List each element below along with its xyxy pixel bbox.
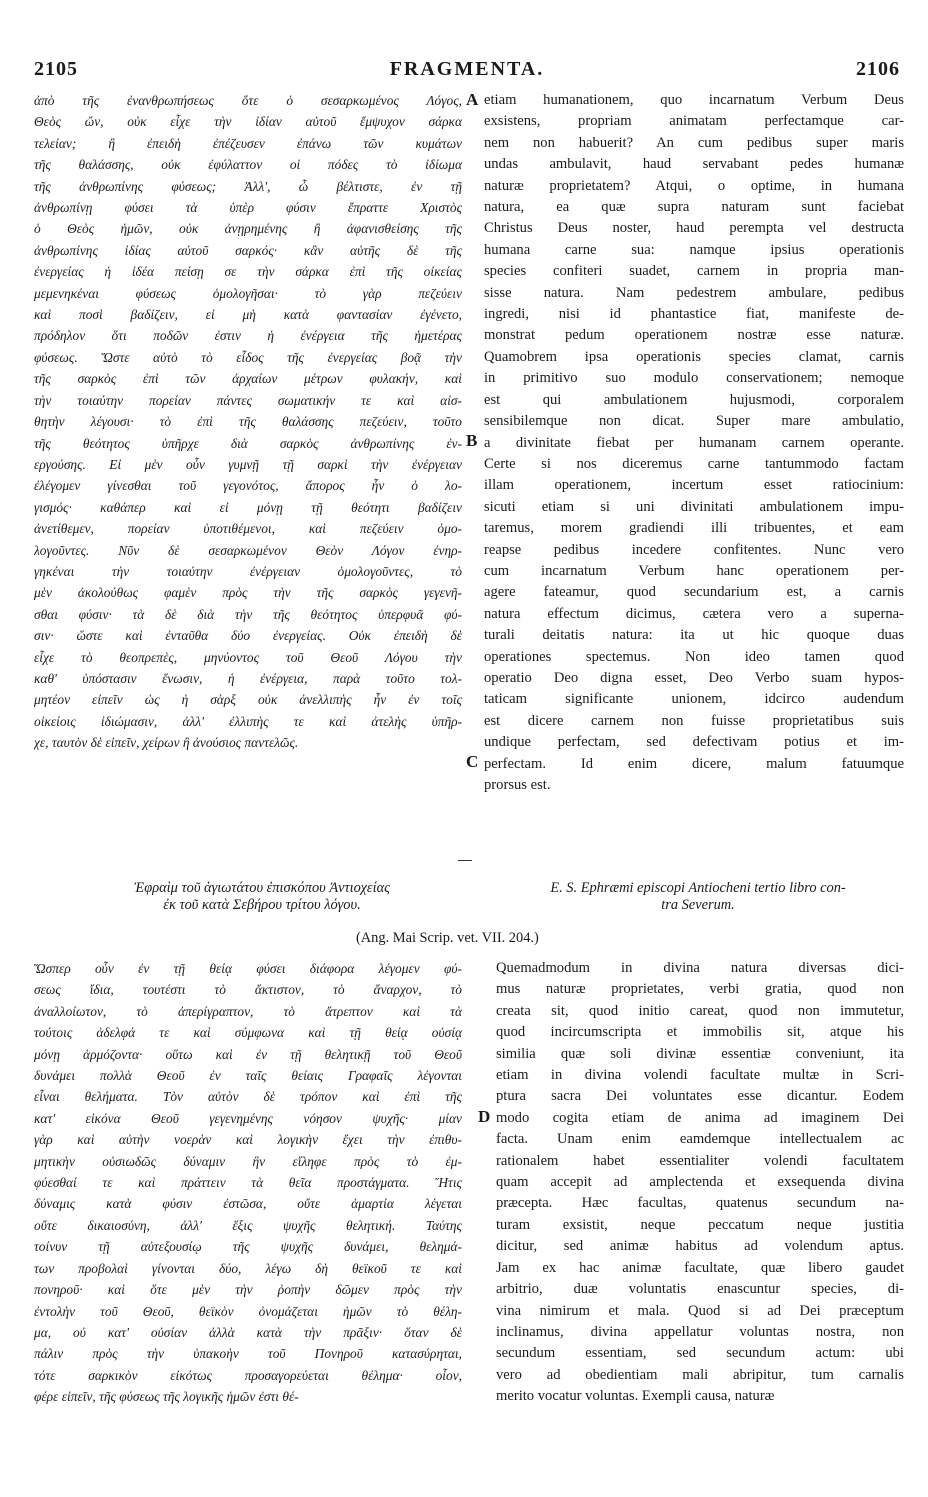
- text-line: Θεὸς ὤν, οὐκ εἶχε τὴν ἰδίαν αὐτοῦ ἔμψυχον σάρκα: [34, 114, 462, 130]
- text-line: similia quæ soli divinæ essentiæ conveniunt, ita: [496, 1045, 904, 1062]
- text-line: τῆς σαρκὸς ἐπὶ τῶν ἀρχαίων μέτρων φυλακήν, καὶ: [34, 371, 462, 387]
- text-line: θητὴν λέγουσι· τὸ ἐπὶ τῆς θαλάσσης πεζεύειν, τοῦτο: [34, 414, 462, 430]
- text-line: μὲν ἀκολούθως φαμὲν πρὸς τὴν τῆς σαρκὸς γεγενῆ-: [34, 585, 462, 601]
- text-line: taticam significante unionem, idcirco audendum: [484, 691, 904, 708]
- text-line: χε, ταυτὸν δὲ εἰπεῖν, χείρων ἢ ἀνούσιος παντελῶς.: [34, 735, 299, 751]
- text-line: δύναμις κατὰ φύσιν ἐστῶσα, οὔτε ἁμαρτία λέγεται: [34, 1196, 462, 1212]
- text-line: sensibilemque non dicat. Super mare ambulatio,: [484, 413, 904, 430]
- greek-heading-line: Ἐφραὶμ τοῦ ἁγιωτάτου ἐπισκόπου Ἀντιοχείας: [134, 880, 390, 896]
- text-line: agere fateamur, quod secundarium est, a carnis: [484, 584, 904, 601]
- text-line: ὁ Θεὸς ἡμῶν, οὐκ ἀνῃρημένης ἢ ἀφανισθείσης τῆς: [34, 221, 462, 237]
- text-line: γισμός· καθάπερ καὶ εἰ μόνῃ τῇ θεότητι βαδίζειν: [34, 499, 462, 515]
- text-line: οὔτε δικαιοσύνη, ἀλλ' ἕξις ψυχῆς θελητική. Ταύτης: [34, 1217, 462, 1233]
- text-line: τούτοις ἀδελφά τε καὶ σύμφωνα καὶ τῇ θείᾳ οὐσίᾳ: [34, 1025, 462, 1041]
- latin-heading-line: E. S. Ephræmi episcopi Antiocheni tertio libro con-: [550, 880, 846, 896]
- text-line: natura effectum dicimus, cætera vero a superna-: [484, 605, 904, 622]
- page-header: [34, 58, 900, 82]
- text-line: τελείαν; ἢ ἐπειδὴ ἐπέζευσεν ἐπάνω τῶν κυμάτων: [34, 135, 462, 151]
- latin-column-2: [496, 958, 904, 1408]
- section-divider: [458, 860, 472, 861]
- running-title: FRAGMENTA.: [389, 58, 545, 80]
- text-line: quam accepit ad amplectenda et exsequenda divina: [496, 1174, 904, 1191]
- text-line: ἀνετίθεμεν, πορείαν ὑποτιθέμενοι, καὶ πεζεύειν ὁμο-: [34, 521, 462, 537]
- text-line: πάλιν πρὸς τὴν ὑπακοὴν τοῦ Πονηροῦ κατασύρηται,: [34, 1346, 462, 1362]
- text-line: species confiteri suadet, carnem in propria man-: [484, 263, 904, 280]
- text-line: γὰρ καὶ αὐτὴν νοερὰν καὶ λογικὴν ἔχει τὴν ἐπιθυ-: [34, 1132, 462, 1148]
- text-line: rationalem habet essentialiter volendi facultatem: [496, 1152, 904, 1169]
- text-line: καθ' ὑπόστασιν ἕνωσιν, ἡ ἐνέργεια, παρὰ τοῦτο τολ-: [34, 670, 462, 686]
- text-line: πονηροῦ· καὶ ὅτε μὲν τὴν ῥοπὴν δῶμεν πρὸς τὴν: [34, 1282, 462, 1298]
- text-line: etiam humanationem, quo incarnatum Verbum Deus: [484, 92, 904, 108]
- text-line: Quemadmodum in divina natura diversas dici-: [496, 960, 904, 976]
- text-line: Quamobrem ipsa operationis species clamat, carnis: [484, 348, 904, 365]
- text-line: λογοῦντες. Νῦν δὲ σεσαρκωμένον Θεὸν Λόγον ἐνηρ-: [34, 542, 462, 558]
- text-line: facta. Unam enim eamdemque intellectualem ac: [496, 1131, 904, 1148]
- text-line: εἶναι θελήματα. Τὸν αὐτὸν δὲ τρόπον καὶ ἐπὶ τῆς: [34, 1089, 462, 1105]
- text-line: etiam in divina volendi facultate multæ in Scri-: [496, 1067, 904, 1084]
- text-line: ἐνεργείας ἡ ἰδέα πείσῃ σε τὴν σάρκα ἐπὶ τῆς οἰκείας: [34, 264, 462, 280]
- text-line: modo cogita etiam de anima ad imaginem Dei: [496, 1109, 904, 1126]
- text-line: monstrat pedum operationem nostræ esse naturæ.: [484, 327, 904, 344]
- text-line: σεως ἴδια, τουτέστι τὸ ἄκτιστον, τὸ ἄναρχον, τὸ: [34, 982, 462, 998]
- text-line: Christus Deus noster, haud perempta vel destructa: [484, 220, 904, 237]
- text-line: οἰκείοις ἰδιώμασιν, ἀλλ' ἐλλιπὴς τε καὶ ἀτελὴς ὑπῆρ-: [34, 713, 462, 729]
- text-line: vero ad obedientiam mali abripitur, tum carnalis: [496, 1366, 904, 1383]
- text-line: τῆς θαλάσσης, οὐκ ἐφύλαττον οἱ πόδες τὸ ἰδίωμα: [34, 157, 462, 173]
- text-line: ἀνθρωπίνῃ φύσει τὰ ὑπὲρ φύσιν ἔπραττε Χριστὸς: [34, 200, 462, 216]
- text-line: mus naturæ proprietates, verbi gratia, quod non: [496, 981, 904, 998]
- text-line: εἶχε τὸ θεοπρεπὲς, μηνύοντος τοῦ Θεοῦ Λόγου τὴν: [34, 649, 462, 665]
- text-line: τῆς ἀνθρωπίνης φύσεως; Ἀλλ', ὦ βέλτιστε, ἐν τῇ: [34, 178, 462, 194]
- text-line: ἀναλλοίωτον, τὸ ἀπερίγραπτον, τὸ ἄτρεπτον καὶ τὰ: [34, 1003, 462, 1019]
- latin-section-heading: [488, 880, 908, 914]
- latin-column-1: [484, 90, 904, 796]
- text-line: εργούσης. Εἰ μὲν οὖν γυμνῇ τῇ σαρκὶ τὴν ἐνέργειαν: [34, 456, 462, 472]
- text-line: cum incarnatum Verbum hanc operationem per-: [484, 562, 904, 579]
- greek-column-1: [34, 90, 462, 754]
- text-line: πρόδηλον ὅτι ποδῶν ἐστιν ἡ ἐνέργεια τῆς ἡμετέρας: [34, 328, 462, 344]
- text-line: ἀπὸ τῆς ἐνανθρωπήσεως ὅτε ὁ σεσαρκωμένος Λόγος,: [34, 93, 462, 108]
- page-number-left: 2105: [34, 58, 78, 80]
- text-line: nem non habuerit? An cum pedibus super maris: [484, 134, 904, 151]
- text-line: φύεσθαί τε καὶ πράττειν τὰ θεῖα προστάγματα. Ἥτις: [34, 1175, 462, 1191]
- text-line: inclinamus, divina appellatur voluntas nostra, non: [496, 1323, 904, 1340]
- text-line: creata sit, quod initio careat, quod non immutetur,: [496, 1002, 904, 1019]
- text-line: exsistens, propriam animatam perfectamque car-: [484, 113, 904, 130]
- text-line: prorsus est.: [484, 777, 551, 793]
- greek-section-heading: [60, 880, 464, 914]
- text-line: μητέον εἰπεῖν ὡς ἡ σὰρξ οὐκ ἀνελλιπὴς ἦν ἐν τοῖς: [34, 692, 462, 708]
- text-line: vina nimirum et mala. Quod si ad Dei præceptum: [496, 1302, 904, 1319]
- text-line: μεμενηκέναι φύσεως ὁμολογῆσαι· τὸ γὰρ πεζεύειν: [34, 285, 462, 301]
- margin-marker-b: B: [466, 431, 478, 450]
- text-line: Jam ex hac animæ facultate, quæ libero gaudet: [496, 1259, 904, 1276]
- text-line: undique perfectam, sed defectivam potius et im-: [484, 734, 904, 751]
- text-line: μητικὴν οὐσιωδῶς δύναμιν ἣν εἴληφε πρὸς τὸ ἐμ-: [34, 1153, 462, 1169]
- text-line: sicuti etiam si uni divinitati ambulationem impu-: [484, 498, 904, 515]
- text-line: σιν· ὥστε καὶ ἐνταῦθα δύο ἐνεργείας. Οὐκ ἐπειδὴ δὲ: [34, 628, 462, 644]
- text-line: perfectam. Id enim dicere, malum fatuumque: [484, 755, 904, 772]
- text-line: τότε σαρκικὸν εἰκότως προσαγορεύεται θέλημα· οἷον,: [34, 1367, 462, 1383]
- text-line: reapse pedibus incedere confitentes. Nunc vero: [484, 541, 904, 558]
- text-line: humana carne sua: namque ipsius operationis: [484, 241, 904, 258]
- text-line: operationes spectemus. Non ideo tamen quod: [484, 648, 904, 665]
- text-line: arbitrio, duæ voluntatis enascuntur species, di-: [496, 1281, 904, 1298]
- text-line: sisse natura. Nam pedestrem ambulare, pedibus: [484, 284, 904, 301]
- text-line: των προβολαὶ γίνονται δύο, λέγω δὴ θεϊκοῦ τε καὶ: [34, 1260, 462, 1276]
- text-line: dicitur, sed animæ habitus ad volendum aptus.: [496, 1238, 904, 1255]
- text-line: taremus, morem gradiendi illi tribuentes, et eam: [484, 520, 904, 537]
- text-line: τοίνυν τῇ αὐτεξουσίῳ τῆς ψυχῆς δυνάμει, θελημά-: [34, 1239, 462, 1255]
- text-line: quod incircumscripta et immobilis sit, atque his: [496, 1024, 904, 1041]
- text-line: ingredi, nisi id phantastice fiat, manifeste de-: [484, 306, 904, 323]
- text-line: καὶ ποσὶ βαδίζειν, εἰ μὴ κατὰ φαντασίαν ἐγένετο,: [34, 307, 462, 323]
- margin-marker-d: D: [478, 1107, 491, 1126]
- text-line: ἀνθρωπίνης ἰδίας αὐτοῦ σαρκός· κἂν αὐτῆς δὲ τῆς: [34, 242, 462, 258]
- page-number-right: 2106: [856, 58, 900, 80]
- text-line: est dicere carnem non fuisse proprietatibus suis: [484, 712, 904, 729]
- text-line: ἐλέγομεν γίνεσθαι τοῦ γεγονότος, ἄπορος ἦν ὁ λο-: [34, 478, 462, 494]
- text-line: μόνῃ ἁρμόζοντα· οὕτω καὶ ἐν τῇ θελητικῇ τοῦ Θεοῦ: [34, 1046, 462, 1062]
- text-line: merito vocatur voluntas. Exempli causa, naturæ: [496, 1388, 775, 1405]
- text-line: δυνάμει πολλὰ Θεοῦ ἐν ταῖς θείαις Γραφαῖς λέγονται: [34, 1068, 462, 1084]
- text-line: in primitivo suo modulo conservationem; nemoque: [484, 370, 904, 387]
- text-line: φύσεως. Ὥστε αὐτὸ τὸ εἶδος τῆς ἐνεργείας βοᾷ τὴν: [34, 349, 462, 365]
- text-line: τῆς θεότητος ὑπῆρχε διὰ σαρκὸς ἀνθρωπίνης ἐν-: [34, 435, 462, 451]
- text-line: turam exsistit, neque peccatum neque justitia: [496, 1216, 904, 1233]
- greek-heading-line: ἐκ τοῦ κατὰ Σεβήρου τρίτου λόγου.: [163, 897, 361, 913]
- greek-column-2: [34, 958, 462, 1408]
- text-line: operatio Deo digna esset, Deo Verbo suam hypos-: [484, 669, 904, 686]
- text-line: κατ' εἰκόνα Θεοῦ γεγενημένης νόησον ψυχῆς· μίαν: [34, 1110, 462, 1126]
- text-line: φέρε εἰπεῖν, τῆς φύσεως τῆς λογικῆς ἡμῶν ἐστι θέ-: [34, 1389, 299, 1405]
- text-line: Certe si nos diceremus carne tantummodo factam: [484, 455, 904, 472]
- margin-marker-a: A: [466, 90, 479, 109]
- text-line: γηκέναι τὴν τοιαύτην ἐνέργειαν ὁμολογοῦντες, τὸ: [34, 563, 462, 579]
- text-line: μα, οὐ κατ' οὐσίαν ἀλλὰ κατὰ τὴν πρᾶξιν· ὅταν δὲ: [34, 1324, 462, 1340]
- text-line: ἐντολὴν τοῦ Θεοῦ, θεϊκὸν ὀνομάζεται ἡμῶν τὸ θέλη-: [34, 1303, 462, 1319]
- text-line: est qui ambulationem hujusmodi, corporalem: [484, 391, 904, 408]
- text-line: secundum essentiam, sed secundum actum: ubi: [496, 1345, 904, 1362]
- latin-heading-line: tra Severum.: [661, 897, 735, 913]
- margin-marker-c: C: [466, 752, 479, 771]
- text-line: σθαι φύσιν· τὰ δὲ διὰ τὴν τῆς θεότητος ὑπερφυᾶ φύ-: [34, 606, 462, 622]
- text-line: turali deitatis natura: ita ut hic quoque duas: [484, 627, 904, 644]
- text-line: Ὥσπερ οὖν ἐν τῇ θείᾳ φύσει διάφορα λέγομεν φύ-: [34, 961, 462, 976]
- text-line: undas ambulavit, haud servabant pedes humanæ: [484, 156, 904, 173]
- text-line: τὴν τοιαύτην πορείαν πάντες σωματικήν τε καὶ αἰσ-: [34, 392, 462, 408]
- text-line: natura, ea quæ supra naturam sunt faciebat: [484, 199, 904, 216]
- text-line: a divinitate fiebat per humanam carnem operante.: [484, 434, 904, 451]
- text-line: ptura sacra Dei voluntates esse dicantur. Eodem: [496, 1088, 904, 1105]
- source-citation: (Ang. Mai Scrip. vet. VII. 204.): [356, 930, 539, 946]
- text-line: illam operationem, incertum esset ratiocinium:: [484, 477, 904, 494]
- text-line: præcepta. Hæc facultas, quatenus secundum na-: [496, 1195, 904, 1212]
- text-line: naturæ proprietatem? Atqui, o optime, in humana: [484, 177, 904, 194]
